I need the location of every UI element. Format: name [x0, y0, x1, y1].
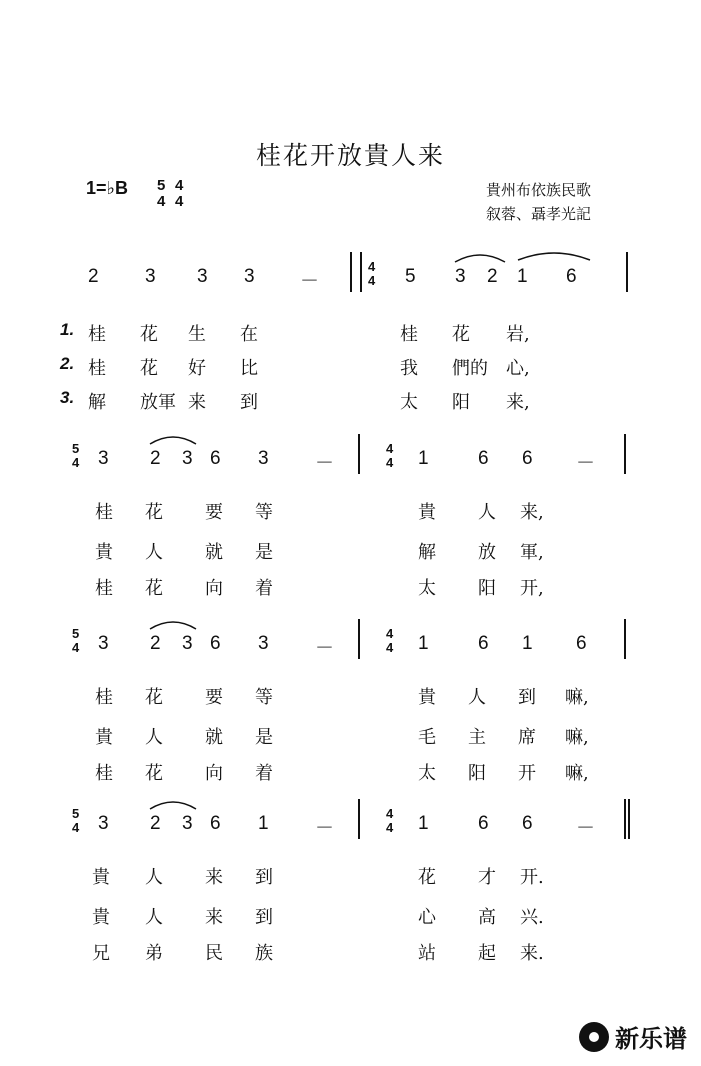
note: 3	[182, 448, 193, 469]
lyric-syllable: 花	[145, 578, 163, 599]
lyric-syllable: 阳	[478, 578, 496, 599]
lyric-syllable: 等	[255, 687, 273, 708]
lyric-syllable: 是	[255, 727, 273, 748]
lyric-syllable: 解	[88, 392, 106, 413]
note: 3	[197, 266, 208, 287]
note: －	[300, 271, 320, 292]
music-disc-icon	[579, 1022, 609, 1052]
note: 2	[88, 266, 99, 287]
lyric-syllable: 太	[418, 763, 436, 784]
lyric-syllable: 放	[478, 542, 496, 563]
lyric-syllable: 桂	[88, 358, 106, 379]
lyric-syllable: 弟	[145, 943, 163, 964]
lyric-syllable: 是	[255, 542, 273, 563]
note: －	[315, 638, 335, 659]
lyric-syllable: 太	[418, 578, 436, 599]
note: 6	[478, 633, 489, 654]
lyric-syllable: 桂	[95, 687, 113, 708]
logo	[579, 1019, 687, 1054]
note: 2	[150, 813, 161, 834]
lyric-syllable: 来	[205, 867, 223, 888]
lyric-syllable: 嘛,	[565, 687, 589, 708]
lyric-syllable: 开	[518, 763, 536, 784]
lyric-syllable: 好	[188, 358, 206, 379]
lyric-syllable: 起	[478, 943, 496, 964]
lyric-syllable: 来,	[506, 392, 530, 413]
lyric-syllable: 开,	[520, 578, 544, 599]
lyric-syllable: 族	[255, 943, 273, 964]
note: 3	[244, 266, 255, 287]
lyric-syllable: 人	[145, 727, 163, 748]
lyric-syllable: 花	[452, 324, 470, 345]
note: 1	[522, 633, 533, 654]
lyric-syllable: 生	[188, 324, 206, 345]
note: －	[315, 818, 335, 839]
slur	[518, 253, 590, 260]
slur	[150, 802, 196, 809]
time-signature-5-4: 5 4	[72, 441, 80, 470]
lyric-syllable: 就	[205, 727, 223, 748]
lyric-syllable: 高	[478, 907, 496, 928]
note: 3	[98, 813, 109, 834]
lyric-syllable: 到	[255, 907, 273, 928]
lyric-syllable: 人	[478, 502, 496, 523]
meter-top-2: 4	[175, 177, 184, 194]
note: 3	[455, 266, 466, 287]
note: 1	[517, 266, 528, 287]
lyric-syllable: 貴	[92, 907, 110, 928]
lyric-syllable: 向	[205, 578, 223, 599]
lyric-syllable: 人	[145, 542, 163, 563]
note: 2	[487, 266, 498, 287]
lyric-syllable: 花	[140, 358, 158, 379]
note: 3	[182, 633, 193, 654]
lyric-syllable: 到	[518, 687, 536, 708]
lyric-syllable: 桂	[400, 324, 418, 345]
lyric-syllable: 嘛,	[565, 763, 589, 784]
lyric-syllable: 毛	[418, 727, 436, 748]
meter-top: 5	[157, 177, 166, 194]
verse-number: 3.	[60, 388, 75, 407]
lyric-syllable: 花	[145, 502, 163, 523]
lyric-syllable: 来.	[520, 943, 544, 964]
lyric-syllable: 来,	[520, 502, 544, 523]
slur	[150, 437, 196, 444]
lyric-syllable: 貴	[92, 867, 110, 888]
time-signature-4-4: 4 4	[386, 806, 394, 835]
time-signature-4-4: 4 4	[386, 441, 394, 470]
lyric-syllable: 人	[145, 867, 163, 888]
lyric-syllable: 我	[400, 358, 418, 379]
lyric-syllable: 主	[468, 727, 486, 748]
lyric-syllable: 貴	[95, 727, 113, 748]
lyric-syllable: 在	[240, 324, 258, 345]
credit-origin: 貴州布依族民歌	[486, 181, 592, 199]
lyric-syllable: 桂	[95, 578, 113, 599]
note: 6	[210, 813, 221, 834]
lyric-syllable: 人	[145, 907, 163, 928]
note: 1	[258, 813, 269, 834]
note: 2	[150, 448, 161, 469]
note: 6	[522, 448, 533, 469]
song-title: 桂花开放貴人来	[255, 141, 445, 170]
note: 6	[522, 813, 533, 834]
lyric-syllable: 比	[240, 358, 258, 379]
note: 1	[418, 813, 429, 834]
verse-number: 2.	[60, 354, 75, 373]
note: 1	[418, 448, 429, 469]
lyric-syllable: 花	[145, 687, 163, 708]
lyric-syllable: 桂	[95, 763, 113, 784]
lyric-syllable: 們的	[452, 358, 488, 379]
lyric-syllable: 貴	[418, 502, 436, 523]
time-signature-5-4: 5 4	[72, 626, 80, 655]
lyric-syllable: 嘛,	[565, 727, 589, 748]
lyric-syllable: 来	[188, 392, 206, 413]
lyric-syllable: 阳	[452, 392, 470, 413]
time-signature-4-4: 4 4	[368, 259, 376, 288]
note: －	[576, 818, 596, 839]
lyric-syllable: 桂	[95, 502, 113, 523]
lyric-syllable: 到	[240, 392, 258, 413]
lyric-syllable: 要	[205, 502, 223, 523]
note: 1	[418, 633, 429, 654]
lyric-syllable: 来	[205, 907, 223, 928]
note: 6	[478, 813, 489, 834]
slur	[455, 255, 505, 262]
lyric-syllable: 岩,	[506, 324, 530, 345]
lyric-syllable: 人	[468, 687, 486, 708]
lyric-syllable: 花	[140, 324, 158, 345]
note: 2	[150, 633, 161, 654]
note: 3	[145, 266, 156, 287]
verse-number: 1.	[60, 320, 75, 339]
lyric-syllable: 桂	[88, 324, 106, 345]
lyric-syllable: 着	[255, 763, 273, 784]
note: 6	[576, 633, 587, 654]
lyric-syllable: 貴	[418, 687, 436, 708]
lyric-syllable: 貴	[95, 542, 113, 563]
lyric-syllable: 阳	[468, 763, 486, 784]
lyric-syllable: 花	[145, 763, 163, 784]
lyric-syllable: 向	[205, 763, 223, 784]
note: 6	[210, 448, 221, 469]
lyric-syllable: 花	[418, 867, 436, 888]
note: 6	[566, 266, 577, 287]
lyric-syllable: 席	[518, 727, 536, 748]
lyric-syllable: 要	[205, 687, 223, 708]
lyric-syllable: 解	[418, 542, 436, 563]
lyric-syllable: 等	[255, 502, 273, 523]
lyric-syllable: 站	[418, 943, 436, 964]
slur	[150, 622, 196, 629]
note: 3	[258, 448, 269, 469]
credit-recorders: 叙蓉、聶孝光記	[486, 205, 592, 223]
logo-text: 新乐谱	[615, 1025, 687, 1053]
note: －	[576, 453, 596, 474]
lyric-syllable: 着	[255, 578, 273, 599]
lyric-syllable: 到	[255, 867, 273, 888]
lyric-syllable: 軍,	[520, 542, 544, 563]
lyric-syllable: 就	[205, 542, 223, 563]
lyric-syllable: 放軍	[140, 392, 176, 413]
lyric-syllable: 开.	[520, 867, 544, 888]
lyric-syllable: 兄	[92, 943, 110, 964]
key-signature: 1=♭B	[86, 178, 129, 198]
time-signature-4-4: 4 4	[386, 626, 394, 655]
note: 3	[182, 813, 193, 834]
note: 3	[258, 633, 269, 654]
note: 3	[98, 633, 109, 654]
lyric-syllable: 心,	[506, 358, 530, 379]
note: 6	[210, 633, 221, 654]
lyric-syllable: 心	[418, 907, 436, 928]
lyric-syllable: 兴.	[520, 907, 544, 928]
note: 5	[405, 266, 416, 287]
time-signature-5-4: 5 4	[72, 806, 80, 835]
note: 3	[98, 448, 109, 469]
lyric-syllable: 才	[478, 867, 496, 888]
meter-bottom: 4	[157, 193, 166, 210]
meter-bottom-2: 4	[175, 193, 184, 210]
lyric-syllable: 民	[205, 943, 223, 964]
note: 6	[478, 448, 489, 469]
note: －	[315, 453, 335, 474]
lyric-syllable: 太	[400, 392, 418, 413]
